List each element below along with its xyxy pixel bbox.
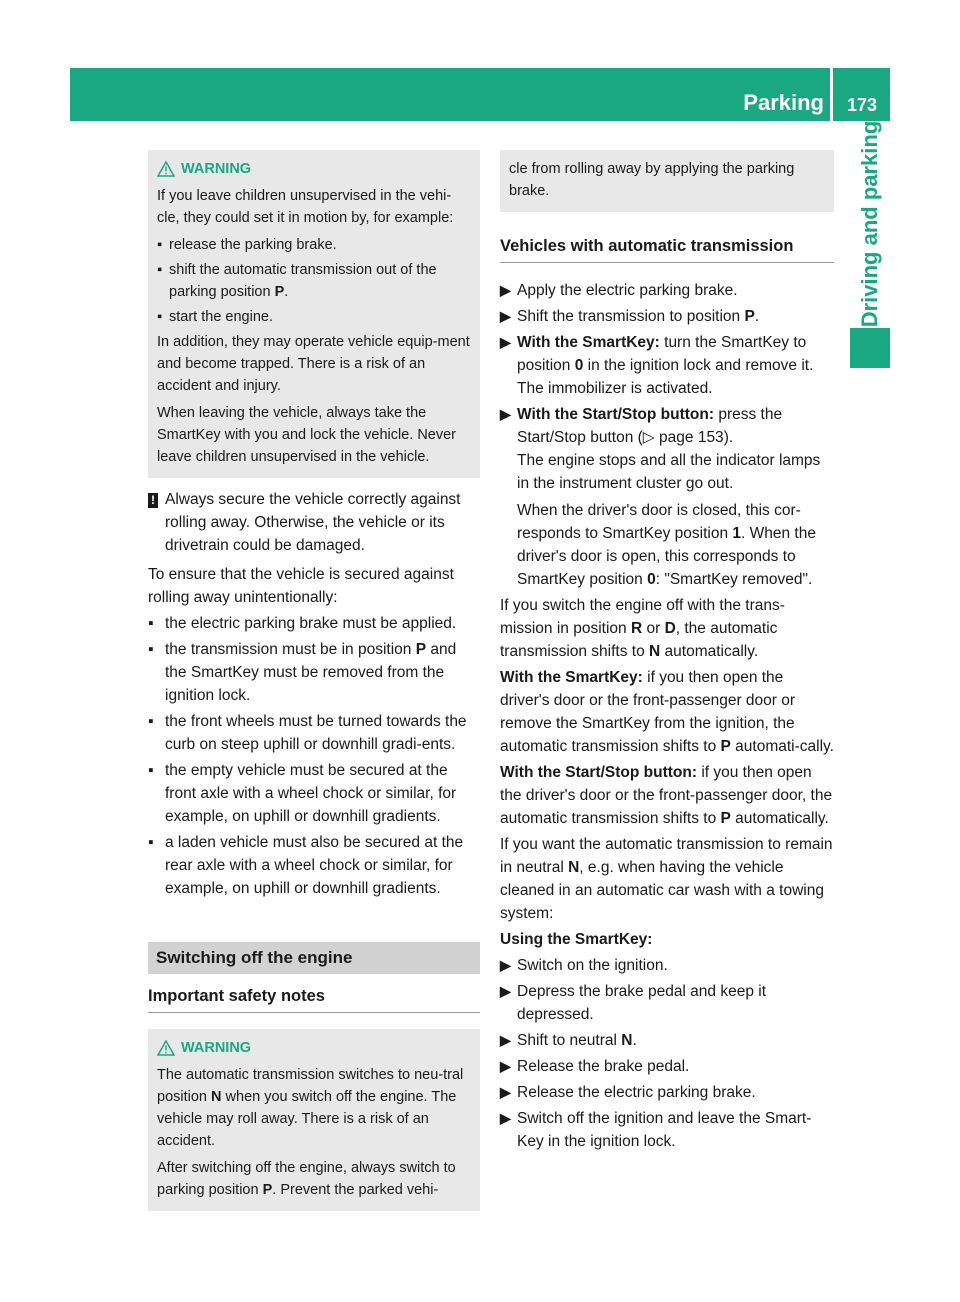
action-step: ▶ With the Start/Stop button: press the Start/Stop button (▷ page 153). The engine stops and all the indicator lamps in the instrument cluster go out. When the driver's door is closed, this cor-responds to SmartKey position 1. When the driver's door is open, this corresponds to SmartKey position 0: "SmartKey removed". xyxy=(500,403,834,591)
list-item: ▪ the empty vehicle must be secured at the front axle with a wheel chock or similar, for example, on uphill or downhill gradients. xyxy=(148,759,480,828)
action-arrow-icon: ▶ xyxy=(500,282,511,298)
bullet-icon: ▪ xyxy=(157,262,163,278)
page-title: Parking xyxy=(743,90,824,115)
warning-bullet: ▪ shift the automatic transmission out of the parking position P. xyxy=(157,259,471,303)
bullet-icon: ▪ xyxy=(148,615,154,632)
action-arrow-icon: ▶ xyxy=(500,334,511,350)
exclamation-icon: ! xyxy=(148,493,158,508)
action-arrow-icon: ▶ xyxy=(500,957,511,973)
list-item: ▪ the transmission must be in position P and the SmartKey must be removed from the ignition lock. xyxy=(148,638,480,707)
bullet-icon: ▪ xyxy=(157,237,163,253)
page-number: 173 xyxy=(846,95,878,115)
warning-bullet: ▪ start the engine. xyxy=(157,306,471,328)
list-item: ▪ the front wheels must be turned towards the curb on steep uphill or downhill gradi-ents. xyxy=(148,710,480,756)
action-arrow-icon: ▶ xyxy=(500,1084,511,1100)
action-arrow-icon: ▶ xyxy=(500,308,511,324)
notice-text: Always secure the vehicle correctly against rolling away. Otherwise, the vehicle or its drivetrain could be damaged. xyxy=(165,491,461,554)
bullet-icon: ▪ xyxy=(157,309,163,325)
warning-box-engine-off xyxy=(148,1029,480,1211)
bullet-icon: ▪ xyxy=(148,834,154,851)
header-separator xyxy=(830,68,833,121)
warning-intro: If you leave children unsupervised in the vehi-cle, they could set it in motion by, for example: xyxy=(157,188,454,226)
action-step: ▶ Apply the electric parking brake. xyxy=(500,279,834,302)
action-step: ▶ Depress the brake pedal and keep it depressed. xyxy=(500,980,834,1026)
action-step: ▶ Release the brake pedal. xyxy=(500,1055,834,1078)
action-arrow-icon: ▶ xyxy=(500,1032,511,1048)
list-item: ▪ the electric parking brake must be applied. xyxy=(148,612,480,635)
right-column xyxy=(500,150,834,1156)
warning-para: When leaving the vehicle, always take the SmartKey with you and lock the vehicle. Never leave children unsupervised in the vehicle. xyxy=(157,405,456,465)
warning-label: WARNING xyxy=(181,161,252,177)
action-step: ▶ Shift to neutral N. xyxy=(500,1029,834,1052)
action-step: ▶ With the SmartKey: turn the SmartKey to position 0 in the ignition lock and remove it. The immobilizer is activated. xyxy=(500,331,834,400)
body-paragraph: With the SmartKey: if you then open the driver's door or the front-passenger door or remove the SmartKey from the ignition, the automatic transmission shifts to P automati-cally. xyxy=(500,669,834,755)
bullet-icon: ▪ xyxy=(148,762,154,779)
action-arrow-icon: ▶ xyxy=(500,1058,511,1074)
side-tab-marker xyxy=(850,328,890,368)
body-paragraph: To ensure that the vehicle is secured against rolling away unintentionally: xyxy=(148,566,454,606)
subsection-heading: Important safety notes xyxy=(148,974,480,1013)
warning-bullet: ▪ release the parking brake. xyxy=(157,234,471,256)
warning-box-children xyxy=(148,150,480,478)
action-arrow-icon: ▶ xyxy=(500,983,511,999)
left-column xyxy=(148,150,480,1211)
warning-para: The automatic transmission switches to neu-tral position N when you switch off the engine. The vehicle may roll away. There is a risk of an accident. xyxy=(157,1067,464,1149)
warning-para: cle from rolling away by applying the parking brake. xyxy=(509,161,795,199)
action-arrow-icon: ▶ xyxy=(500,1110,511,1126)
section-title: Switching off the engine xyxy=(148,942,480,974)
body-paragraph: If you want the automatic transmission to remain in neutral N, e.g. when having the vehicle cleaned in an automatic car wash with a towing system: xyxy=(500,836,833,922)
list-item: ▪ a laden vehicle must also be secured at the rear axle with a wheel chock or similar, for example, on uphill or downhill gradients. xyxy=(148,831,480,900)
body-paragraph: If you switch the engine off with the trans-mission in position R or D, the automatic transmission shifts to N automatically. xyxy=(500,597,785,660)
action-step: ▶ Release the electric parking brake. xyxy=(500,1081,834,1104)
action-step: ▶ Shift the transmission to position P. xyxy=(500,305,834,328)
body-paragraph: With the Start/Stop button: if you then open the driver's door or the front-passenger door, the automatic transmission shifts to P automatically. xyxy=(500,764,833,827)
page-ref-icon: ▷ xyxy=(642,429,655,446)
bullet-icon: ▪ xyxy=(148,641,154,658)
warning-para: In addition, they may operate vehicle equip-ment and become trapped. There is a risk of an accident and injury. xyxy=(157,334,470,394)
warning-box-continued xyxy=(500,150,834,212)
action-step: ▶ Switch on the ignition. xyxy=(500,954,834,977)
action-arrow-icon: ▶ xyxy=(500,406,511,422)
side-tab xyxy=(850,120,890,328)
warning-header xyxy=(157,1037,471,1059)
warning-triangle-icon xyxy=(157,1040,175,1056)
section-heading: Vehicles with automatic transmission xyxy=(500,224,834,263)
warning-header xyxy=(157,158,471,180)
bullet-icon: ▪ xyxy=(148,713,154,730)
damage-notice xyxy=(148,488,480,557)
warning-para: After switching off the engine, always switch to parking position P. Prevent the parked vehi- xyxy=(157,1160,456,1198)
procedure-heading: Using the SmartKey: xyxy=(500,931,653,948)
warning-label: WARNING xyxy=(181,1040,252,1056)
page-reference-link[interactable]: page 153 xyxy=(659,429,724,446)
side-tab-label: Driving and parking xyxy=(857,120,882,328)
action-step: ▶ Switch off the ignition and leave the Smart-Key in the ignition lock. xyxy=(500,1107,834,1153)
warning-triangle-icon xyxy=(157,161,175,177)
